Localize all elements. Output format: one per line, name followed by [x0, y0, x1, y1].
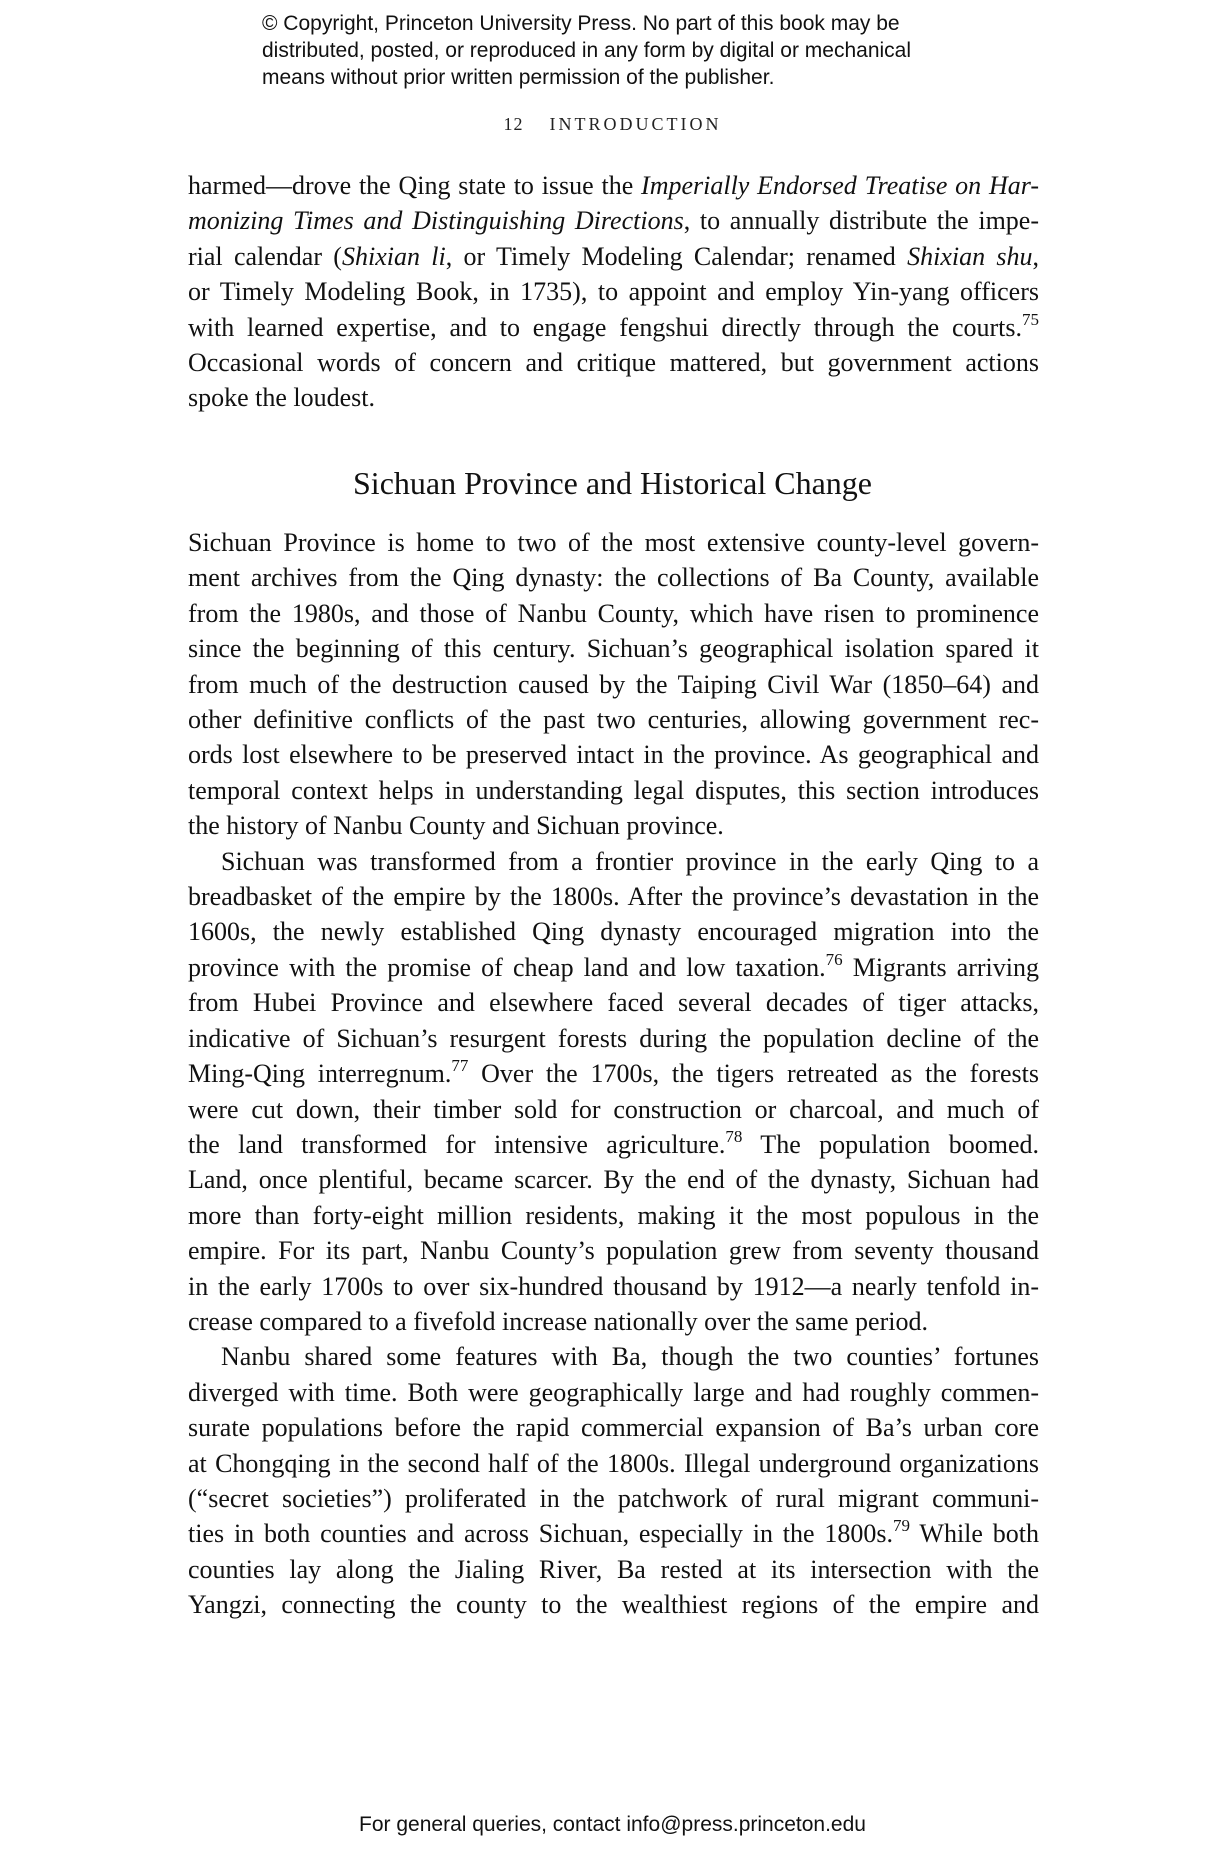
body-text [188, 525, 1039, 1623]
copyright-notice [262, 10, 982, 91]
copyright-line: distributed, posted, or reproduced in any form by digital or mechanical [262, 39, 912, 62]
footer-contact: For general queries, contact info@press.princeton.edu [359, 1813, 866, 1836]
text-line: Sichuan was transformed from a frontier province in the early Qing to a [221, 846, 1039, 876]
text-line: the history of Nanbu County and Sichuan province. [188, 811, 724, 841]
paragraph-3 [188, 844, 1039, 1340]
text-line: more than forty-eight million residents, making it the most populous in the [188, 1200, 1039, 1230]
text-line: spoke the loudest. [188, 383, 376, 413]
text-line: Ming-Qing interregnum.$^{77}$ Over the 1700s, the tigers retreated as the forests [188, 1056, 1039, 1089]
text-line: at Chongqing in the second half of the 1800s. Illegal underground organizations [188, 1448, 1039, 1478]
text-line: Yangzi, connecting the county to the wealthiest regions of the empire and [188, 1590, 1039, 1620]
text-line: province with the promise of cheap land and low taxation.$^{76}$ Migrants arriving [188, 949, 1040, 982]
running-head-title: INTRODUCTION [549, 114, 722, 134]
footnote-ref-75[interactable]: 75 [1022, 309, 1039, 329]
text-line: empire. For its part, Nanbu County’s population grew from seventy thousand [188, 1236, 1039, 1266]
text-line: ties in both counties and across Sichuan, especially in the 1800s.$^{79}$ While both [188, 1516, 1040, 1549]
text-line: Occasional words of concern and critique mattered, but government actions [188, 348, 1039, 378]
text-line: Land, once plentiful, became scarcer. By the end of the dynasty, Sichuan had [188, 1165, 1039, 1195]
text-line: temporal context helps in understanding legal disputes, this section introduces [188, 775, 1039, 805]
section-heading: Sichuan Province and Historical Change [353, 465, 872, 501]
text-line: indicative of Sichuan’s resurgent forests during the population decline of the [188, 1023, 1039, 1053]
text-line: from much of the destruction caused by the Taiping Civil War (1850–64) and [188, 669, 1039, 699]
text-line: Sichuan Province is home to two of the most extensive county-level govern- [188, 528, 1039, 557]
text-line: diverged with time. Both were geographically large and had roughly commen- [188, 1377, 1039, 1407]
paragraph-2 [188, 525, 1039, 844]
copyright-line: © Copyright, Princeton University Press. No part of this book may be [262, 12, 900, 35]
text-line: or Timely Modeling Book, in 1735), to appoint and employ Yin-yang officers [188, 277, 1039, 307]
text-line: ords lost elsewhere to be preserved intact in the province. As geographical and [188, 740, 1039, 770]
text-line: 1600s, the newly established Qing dynasty encouraged migration into the [188, 917, 1039, 947]
text-line: from the 1980s, and those of Nanbu County, which have risen to prominence [188, 598, 1039, 628]
text-line: crease compared to a fivefold increase nationally over the same period. [188, 1306, 928, 1336]
text-line: counties lay along the Jialing River, Ba rested at its intersection with the [188, 1554, 1039, 1584]
text-line: other definitive conflicts of the past two centuries, allowing government rec- [188, 705, 1039, 735]
text-line: from Hubei Province and elsewhere faced several decades of tiger attacks, [188, 988, 1039, 1018]
text-line: ment archives from the Qing dynasty: the collections of Ba County, available [188, 563, 1039, 593]
text-line: with learned expertise, and to engage fengshui directly through the courts.$^{75}$ [188, 309, 1039, 342]
text-line: harmed—drove the Qing state to issue the Imperially Endorsed Treatise on Har- [188, 171, 1039, 200]
page-number: 12 [503, 114, 524, 134]
footnote-ref-76[interactable]: 76 [825, 949, 843, 969]
paragraph-1 [188, 168, 1039, 416]
footnote-ref-79[interactable]: 79 [893, 1516, 911, 1536]
paragraph-4 [188, 1339, 1039, 1622]
text-line: Nanbu shared some features with Ba, though the two counties’ fortunes [221, 1342, 1039, 1372]
text-line: since the beginning of this century. Sichuan’s geographical isolation spared it [188, 634, 1039, 664]
copyright-line: means without prior written permission of the publisher. [262, 66, 775, 89]
text-line: (“secret societies”) proliferated in the patchwork of rural migrant communi- [188, 1483, 1039, 1513]
running-head [0, 114, 1225, 135]
text-line: monizing Times and Distinguishing Directions, to annually distribute the impe- [188, 206, 1039, 236]
text-line: the land transformed for intensive agriculture.$^{78}$ The population boomed. [188, 1126, 1039, 1159]
text-line: were cut down, their timber sold for construction or charcoal, and much of [188, 1094, 1039, 1124]
footnote-ref-77[interactable]: 77 [451, 1056, 469, 1076]
footnote-ref-78[interactable]: 78 [725, 1126, 743, 1146]
text-line: surate populations before the rapid commercial expansion of Ba’s urban core [188, 1413, 1039, 1443]
text-line: breadbasket of the empire by the 1800s. After the province’s devastation in the [188, 882, 1039, 912]
text-line: in the early 1700s to over six-hundred thousand by 1912—a nearly tenfold in- [188, 1271, 1039, 1301]
text-line: rial calendar (Shixian li, or Timely Modeling Calendar; renamed Shixian shu, [188, 241, 1040, 271]
